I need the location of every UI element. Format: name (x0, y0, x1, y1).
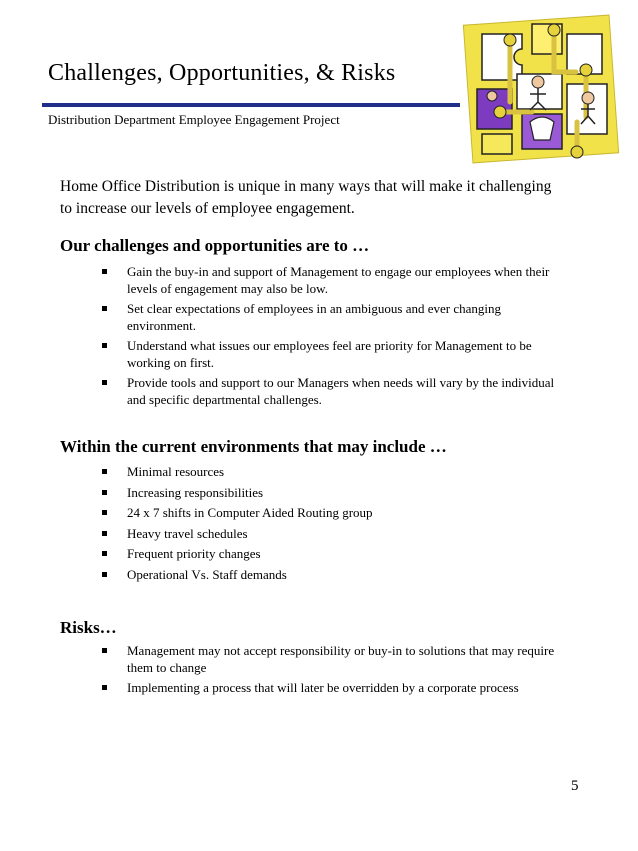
puzzle-people-clipart-icon (462, 14, 620, 164)
bullet-icon (102, 380, 107, 385)
list-item: Management may not accept responsibility or buy-in to solutions that may require them to change (0, 643, 567, 676)
list-item: Heavy travel schedules (0, 526, 567, 543)
bullet-icon (102, 269, 107, 274)
bullet-icon (102, 343, 107, 348)
bullet-icon (102, 648, 107, 653)
environments-list (0, 464, 638, 587)
list-item: Understand what issues our employees feel are priority for Management to be working on first. (0, 338, 567, 371)
page-title: Challenges, Opportunities, & Risks (48, 60, 396, 86)
list-item: Implementing a process that will later be overridden by a corporate process (0, 680, 567, 697)
list-item: Frequent priority changes (0, 546, 567, 563)
challenges-heading: Our challenges and opportunities are to … (60, 236, 370, 255)
page-subtitle: Distribution Department Employee Engagement Project (48, 112, 340, 127)
bullet-icon (102, 531, 107, 536)
bullet-icon (102, 572, 107, 577)
environments-heading: Within the current environments that may include … (60, 437, 447, 456)
page-number: 5 (571, 778, 579, 794)
bullet-icon (102, 510, 107, 515)
intro-paragraph: Home Office Distribution is unique in many ways that will make it challenging to increase our levels of employee engagement. (60, 178, 552, 217)
bullet-icon (102, 306, 107, 311)
list-item: Increasing responsibilities (0, 485, 567, 502)
risks-list (0, 643, 638, 701)
risks-heading: Risks… (60, 618, 117, 637)
list-item: Set clear expectations of employees in an ambiguous and ever changing environment. (0, 301, 567, 334)
title-rule (42, 103, 460, 107)
list-item: Provide tools and support to our Managers when needs will vary by the individual and specific departmental challenges. (0, 375, 567, 408)
bullet-icon (102, 490, 107, 495)
list-item: Minimal resources (0, 464, 567, 481)
bullet-icon (102, 469, 107, 474)
bullet-icon (102, 685, 107, 690)
list-item: 24 x 7 shifts in Computer Aided Routing group (0, 505, 567, 522)
challenges-list (0, 264, 638, 412)
list-item: Operational Vs. Staff demands (0, 567, 567, 584)
bullet-icon (102, 551, 107, 556)
list-item: Gain the buy-in and support of Management to engage our employees when their levels of engagement may also be low. (0, 264, 567, 297)
